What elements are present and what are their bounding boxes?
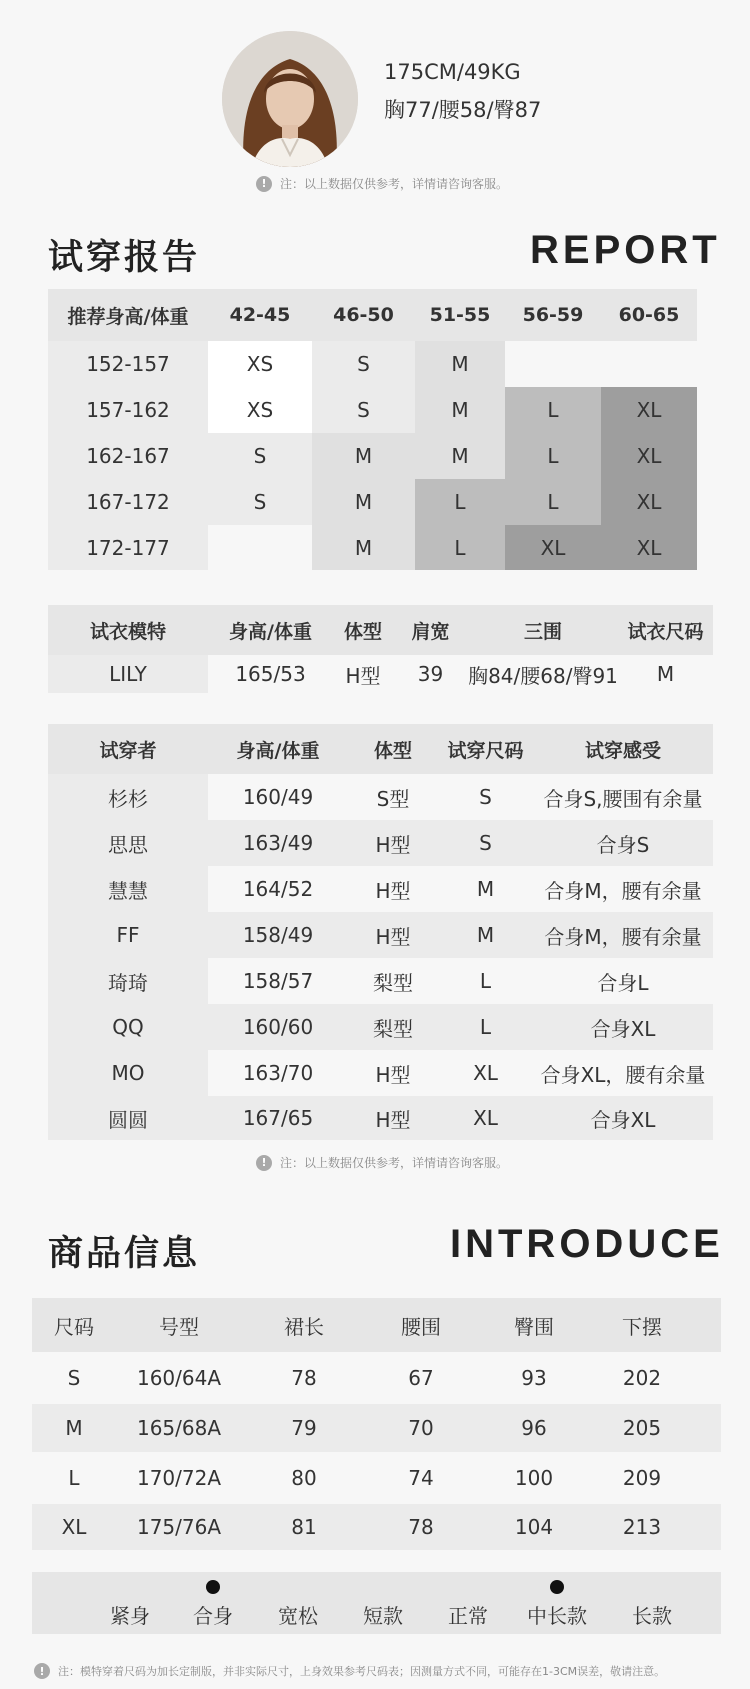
introduce-header: 裙长 <box>284 1314 324 1339</box>
report-size-cell: XS <box>208 341 312 387</box>
note-text: 注：以上数据仅供参考，详情请咨询客服。 <box>280 1156 509 1170</box>
tester-height-weight: 160/49 <box>242 785 314 809</box>
report-weight-header: 42-45 <box>229 304 291 326</box>
fit-scale-label: 紧身 <box>110 1603 150 1628</box>
introduce-header: 号型 <box>159 1314 199 1339</box>
tester-size: L <box>479 1015 492 1039</box>
tester-size: S <box>479 831 492 855</box>
introduce-cell: 160/64A <box>136 1366 222 1390</box>
fit-model-value: 39 <box>417 662 444 686</box>
tester-feedback: 合身S <box>596 832 650 857</box>
tester-name: MO <box>111 1061 145 1085</box>
tester-body-type: H型 <box>375 1107 411 1132</box>
tester-size: XL <box>473 1106 498 1130</box>
tester-body-type: H型 <box>375 924 411 949</box>
introduce-cell: 104 <box>514 1515 554 1539</box>
introduce-cell: 80 <box>291 1466 317 1490</box>
testers-header: 试穿尺码 <box>447 739 524 762</box>
report-size-cell: S <box>312 341 415 387</box>
tester-feedback: 合身L <box>597 970 649 995</box>
fit-model-header: 体型 <box>343 620 382 643</box>
tester-name: FF <box>116 923 140 947</box>
fit-model-value: 165/53 <box>235 662 306 686</box>
introduce-title-cn: 商品信息 <box>48 1234 201 1274</box>
fit-model-header: 身高/体重 <box>229 620 312 643</box>
introduce-cell: 78 <box>291 1366 317 1390</box>
report-size-cell: S <box>208 433 312 479</box>
model-height-weight: 175CM/49KG <box>384 60 521 84</box>
report-size-cell: L <box>505 387 601 433</box>
report-corner-label: 推荐身高/体重 <box>67 305 189 328</box>
tester-name: QQ <box>112 1015 144 1039</box>
report-size-cell: M <box>312 479 415 525</box>
bottom-note <box>34 1663 665 1679</box>
report-size-cell: M <box>312 433 415 479</box>
tester-body-type: 梨型 <box>373 970 413 995</box>
report-title-en: REPORT <box>530 228 721 272</box>
report-size-cell: L <box>415 525 505 570</box>
report-height-label: 152-157 <box>86 352 170 376</box>
report-size-cell: M <box>415 433 505 479</box>
fit-model-value: M <box>656 662 675 686</box>
fit-model-header: 试衣模特 <box>89 620 166 643</box>
tester-height-weight: 167/65 <box>242 1106 314 1130</box>
introduce-cell: 165/68A <box>136 1416 222 1440</box>
tester-feedback: 合身S,腰围有余量 <box>543 786 703 811</box>
report-size-cell: XL <box>505 525 601 570</box>
introduce-cell: 170/72A <box>136 1466 222 1490</box>
tester-name: 思思 <box>108 832 148 857</box>
tester-feedback: 合身M，腰有余量 <box>544 878 702 903</box>
introduce-cell: 202 <box>622 1366 662 1390</box>
tester-feedback: 合身XL，腰有余量 <box>540 1062 706 1087</box>
tester-size: XL <box>473 1061 498 1085</box>
introduce-header: 臀围 <box>514 1314 554 1339</box>
introduce-cell: XL <box>61 1515 87 1539</box>
tester-body-type: H型 <box>375 1062 411 1087</box>
note-text: 注：以上数据仅供参考，详情请咨询客服。 <box>280 177 509 191</box>
fit-scale-label: 长款 <box>632 1603 672 1628</box>
fit-scale-label: 宽松 <box>278 1603 318 1628</box>
introduce-cell: 205 <box>622 1416 662 1440</box>
model-avatar <box>222 31 358 167</box>
introduce-cell: 213 <box>622 1515 662 1539</box>
report-size-cell: XS <box>208 387 312 433</box>
fit-scale-label: 短款 <box>363 1603 403 1628</box>
fit-model-header: 三围 <box>523 620 562 643</box>
report-size-cell: M <box>312 525 415 570</box>
tester-feedback: 合身XL <box>590 1107 656 1132</box>
report-size-cell: S <box>208 479 312 525</box>
tester-body-type: S型 <box>376 786 410 811</box>
tester-name: 杉杉 <box>108 786 148 811</box>
introduce-cell: M <box>65 1416 83 1440</box>
introduce-cell: 96 <box>521 1416 547 1440</box>
introduce-cell: 70 <box>408 1416 434 1440</box>
tester-height-weight: 158/57 <box>242 969 314 993</box>
tester-name: 琦琦 <box>108 970 148 995</box>
tester-body-type: H型 <box>375 878 411 903</box>
testers-header: 体型 <box>373 739 412 762</box>
report-size-cell: L <box>415 479 505 525</box>
introduce-cell: S <box>67 1366 81 1390</box>
report-size-cell: XL <box>601 525 697 570</box>
introduce-cell: 100 <box>514 1466 554 1490</box>
tester-size: S <box>479 785 492 809</box>
report-size-cell: XL <box>601 479 697 525</box>
note-top <box>256 175 508 192</box>
introduce-cell: 78 <box>408 1515 434 1539</box>
introduce-cell: 74 <box>408 1466 434 1490</box>
report-height-label: 157-162 <box>86 398 170 422</box>
report-size-cell: XL <box>601 387 697 433</box>
fit-model-header: 肩宽 <box>411 620 450 643</box>
tester-height-weight: 163/49 <box>242 831 314 855</box>
note-middle <box>256 1154 508 1171</box>
introduce-title-en: INTRODUCE <box>450 1222 724 1266</box>
selected-dot-marker-icon <box>550 1580 564 1594</box>
report-size-cell: S <box>312 387 415 433</box>
report-height-label: 167-172 <box>86 490 170 514</box>
fit-model-header: 试衣尺码 <box>627 620 704 643</box>
report-size-cell: L <box>505 433 601 479</box>
tester-height-weight: 158/49 <box>242 923 314 947</box>
info-icon: ! <box>256 176 272 192</box>
tester-feedback: 合身M，腰有余量 <box>544 924 702 949</box>
report-title-cn: 试穿报告 <box>48 238 201 278</box>
introduce-header: 下摆 <box>622 1314 662 1339</box>
introduce-cell: 67 <box>408 1366 434 1390</box>
tester-height-weight: 163/70 <box>242 1061 314 1085</box>
tester-feedback: 合身XL <box>590 1016 656 1041</box>
tester-body-type: 梨型 <box>373 1016 413 1041</box>
introduce-cell: 93 <box>521 1366 547 1390</box>
report-weight-header: 56-59 <box>522 304 584 326</box>
selected-dot-marker-icon <box>206 1580 220 1594</box>
introduce-cell: L <box>68 1466 80 1490</box>
report-size-cell: L <box>505 479 601 525</box>
avatar-photo-icon <box>222 31 358 167</box>
fit-model-value: LILY <box>109 662 147 686</box>
bottom-note-text: 注：模特穿着尺码为加长定制版，并非实际尺寸，上身效果参考尺码表；因测量方式不同，可能存在1-3CM误差，敬请注意。 <box>58 1665 666 1678</box>
introduce-cell: 79 <box>291 1416 317 1440</box>
tester-name: 圆圆 <box>108 1107 148 1132</box>
fit-scale-label: 中长款 <box>527 1603 587 1628</box>
introduce-header: 尺码 <box>54 1314 94 1339</box>
report-weight-header: 60-65 <box>618 304 680 326</box>
introduce-header: 腰围 <box>401 1314 441 1339</box>
report-height-label: 172-177 <box>86 535 170 560</box>
report-size-cell: M <box>415 387 505 433</box>
fit-model-value: H型 <box>345 663 381 688</box>
report-height-label: 162-167 <box>86 444 170 468</box>
introduce-cell: 81 <box>291 1515 317 1539</box>
introduce-cell: 175/76A <box>136 1515 222 1539</box>
info-icon: ! <box>34 1663 50 1679</box>
tester-size: M <box>476 877 495 901</box>
testers-header: 身高/体重 <box>236 739 320 762</box>
testers-header: 试穿者 <box>99 739 157 762</box>
report-size-cell: M <box>415 341 505 387</box>
fit-model-value: 胸84/腰68/臀91 <box>468 663 618 688</box>
tester-height-weight: 160/60 <box>242 1015 314 1039</box>
fit-scale-label: 合身 <box>193 1603 233 1628</box>
tester-name: 慧慧 <box>108 878 148 903</box>
report-weight-header: 46-50 <box>333 304 394 326</box>
report-size-cell: XL <box>601 433 697 479</box>
model-measurements: 胸77/腰58/臀87 <box>384 98 542 122</box>
fit-scale-label: 正常 <box>448 1603 488 1628</box>
tester-size: L <box>479 969 492 993</box>
testers-header: 试穿感受 <box>584 739 661 762</box>
tester-size: M <box>476 923 495 947</box>
introduce-cell: 209 <box>622 1466 662 1490</box>
tester-height-weight: 164/52 <box>242 877 314 901</box>
report-weight-header: 51-55 <box>429 304 491 326</box>
info-icon: ! <box>256 1155 272 1171</box>
tester-body-type: H型 <box>375 832 411 857</box>
